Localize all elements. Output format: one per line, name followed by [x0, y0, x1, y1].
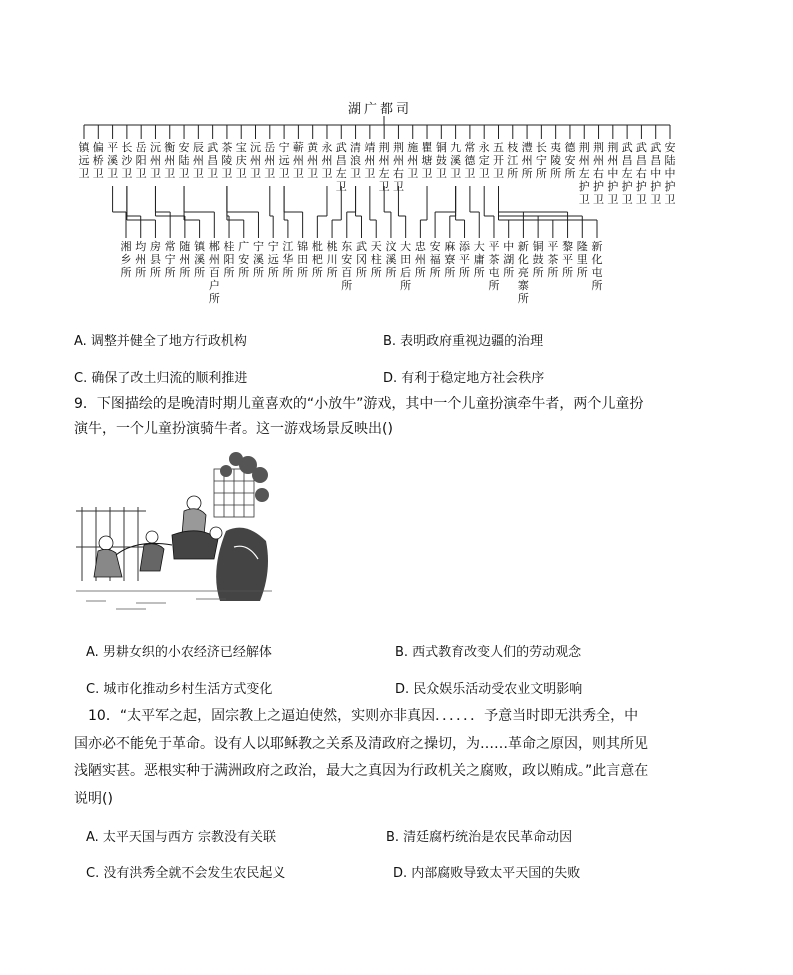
chart-sub-unit-12: 锦 田 所 [297, 240, 309, 279]
chart-top-unit-15: 蕲 州 卫 [292, 141, 304, 180]
chart-sub-unit-22: 麻 寮 所 [444, 240, 456, 279]
q10-option-b[interactable]: B. 清廷腐朽统治是农民革命动因 [386, 830, 573, 845]
q9-option-d[interactable]: D. 民众娱乐活动受农业文明影响 [395, 682, 583, 697]
chart-top-unit-38: 武 昌 左 护 卫 [621, 141, 633, 206]
chart-top-unit-30: 枝 江 所 [507, 141, 519, 180]
chart-sub-unit-24: 大 庸 所 [473, 240, 485, 279]
chart-top-unit-25: 铜 鼓 卫 [435, 141, 447, 180]
q9-stem-line1: 9．下图描绘的是晚清时期儿童喜欢的“小放牛”游戏，其中一个儿童扮演牵牛者，两个儿童扮 [74, 396, 644, 412]
q9-option-c[interactable]: C. 城市化推动乡村生活方式变化 [86, 682, 273, 697]
chart-sub-unit-21: 安 福 所 [429, 240, 441, 279]
chart-top-unit-13: 岳 州 卫 [264, 141, 276, 180]
chart-sub-unit-30: 黎 平 所 [562, 240, 574, 279]
chart-top-unit-0: 镇 远 卫 [78, 141, 90, 180]
chart-top-unit-34: 德 安 所 [564, 141, 576, 180]
chart-sub-unit-9: 宁 溪 所 [252, 240, 264, 279]
children-game-illustration [76, 451, 272, 615]
chart-top-unit-18: 武 昌 左 卫 [335, 141, 347, 193]
chart-top-unit-24: 瞿 塘 卫 [421, 141, 433, 180]
chart-top-unit-10: 茶 陵 卫 [221, 141, 233, 180]
chart-top-unit-28: 永 定 卫 [478, 141, 490, 180]
q10-option-a[interactable]: A. 太平天国与西方 宗教没有关联 [86, 830, 277, 845]
chart-sub-unit-14: 桃 川 所 [326, 240, 338, 279]
chart-sub-unit-28: 铜 鼓 所 [532, 240, 544, 279]
chart-top-unit-35: 荆 州 左 护 卫 [578, 141, 590, 206]
chart-root-label: 湖广都司 [348, 102, 413, 117]
chart-top-unit-17: 永 州 卫 [321, 141, 333, 180]
chart-top-unit-39: 武 昌 右 护 卫 [635, 141, 647, 206]
chart-top-unit-23: 施 州 卫 [407, 141, 419, 180]
chart-sub-unit-4: 随 州 所 [179, 240, 191, 279]
q8-option-a[interactable]: A. 调整并健全了地方行政机构 [74, 334, 247, 349]
chart-top-unit-27: 常 德 卫 [464, 141, 476, 180]
chart-sub-unit-26: 中 湖 所 [503, 240, 515, 279]
chart-sub-unit-16: 武 冈 所 [356, 240, 367, 279]
chart-top-unit-6: 衡 州 卫 [164, 141, 176, 180]
chart-top-unit-26: 九 溪 卫 [450, 141, 462, 180]
chart-sub-unit-18: 汶 溪 所 [385, 240, 397, 279]
q10-option-c[interactable]: C. 没有洪秀全就不会发生农民起义 [86, 866, 286, 881]
chart-sub-unit-0: 湘 乡 所 [120, 240, 132, 279]
chart-top-unit-33: 夷 陵 所 [550, 141, 562, 180]
chart-sub-unit-8: 广 安 所 [238, 240, 250, 279]
chart-sub-unit-10: 宁 远 所 [267, 240, 279, 279]
chart-sub-unit-29: 平 茶 所 [547, 240, 559, 279]
chart-sub-unit-15: 东 安 百 所 [341, 240, 353, 292]
chart-top-unit-8: 辰 州 卫 [192, 141, 204, 180]
chart-top-unit-19: 清 浪 卫 [350, 141, 362, 180]
chart-top-unit-37: 荆 州 中 护 卫 [607, 141, 619, 206]
chart-sub-unit-20: 忠 州 所 [414, 240, 426, 279]
chart-top-unit-32: 长 宁 所 [535, 141, 547, 180]
q10-stem-line2: 国亦必不能免于革命。设有人以耶稣教之关系及清政府之操切，为……革命之原因，则其所见 [74, 736, 648, 752]
q10-option-d[interactable]: D. 内部腐败导致太平天国的失败 [393, 866, 581, 881]
chart-sub-unit-25: 平 茶 屯 所 [488, 240, 500, 292]
chart-sub-unit-6: 郴 州 百 户 所 [208, 240, 220, 305]
chart-sub-unit-7: 桂 阳 所 [223, 240, 235, 279]
chart-sub-unit-5: 镇 溪 所 [194, 240, 206, 279]
chart-top-unit-40: 武 昌 中 护 卫 [650, 141, 662, 206]
chart-top-unit-36: 荆 州 右 护 卫 [593, 141, 605, 206]
chart-top-unit-31: 澧 州 所 [521, 141, 533, 180]
chart-top-unit-7: 安 陆 卫 [178, 141, 190, 180]
chart-sub-unit-13: 枇 杷 所 [311, 240, 323, 279]
chart-sub-unit-32: 新 化 屯 所 [591, 240, 603, 292]
q8-option-c[interactable]: C. 确保了改土归流的顺利推进 [74, 371, 248, 386]
chart-top-unit-11: 宝 庆 卫 [235, 141, 247, 180]
chart-top-unit-21: 荆 州 左 卫 [378, 141, 390, 193]
chart-top-unit-4: 岳 阳 卫 [135, 141, 147, 180]
chart-top-unit-16: 黄 州 卫 [307, 141, 319, 180]
chart-sub-unit-17: 天 柱 所 [370, 240, 382, 279]
chart-top-unit-3: 长 沙 卫 [121, 141, 133, 180]
q8-option-d[interactable]: D. 有利于稳定地方社会秩序 [383, 371, 545, 386]
q9-option-a[interactable]: A. 男耕女织的小农经济已经解体 [86, 645, 272, 660]
chart-top-unit-12: 沅 州 卫 [250, 141, 261, 180]
chart-sub-unit-11: 江 华 所 [282, 240, 294, 279]
chart-sub-unit-1: 均 州 所 [135, 240, 147, 279]
q10-stem-line1: 10．“太平军之起，固宗教上之逼迫使然，实则亦非真因．．．．．．予意当时即无洪秀全，中 [88, 708, 639, 724]
chart-top-unit-14: 宁 远 卫 [278, 141, 290, 180]
chart-top-unit-41: 安 陆 中 护 卫 [664, 141, 676, 206]
chart-sub-unit-23: 添 平 所 [459, 240, 471, 279]
q9-option-b[interactable]: B. 西式教育改变人们的劳动观念 [395, 645, 582, 660]
chart-sub-unit-19: 大 田 后 所 [400, 240, 412, 292]
chart-top-unit-5: 沅 州 卫 [149, 141, 161, 180]
chart-top-unit-20: 靖 州 卫 [364, 141, 376, 180]
chart-top-unit-1: 偏 桥 卫 [92, 141, 104, 180]
chart-top-unit-29: 五 开 卫 [492, 141, 504, 180]
q10-stem-line3: 浅陋实甚。恶根实种于满洲政府之政治，最大之真因为行政机关之腐败，政以贿成。”此言意在 [74, 763, 649, 779]
chart-top-unit-2: 平 溪 卫 [107, 141, 119, 180]
chart-sub-unit-27: 新 化 亮 寨 所 [517, 240, 529, 305]
q9-stem-line2: 演牛，一个儿童扮演骑牛者。这一游戏场景反映出() [74, 421, 393, 437]
chart-top-unit-9: 武 昌 卫 [207, 141, 219, 180]
q8-option-b[interactable]: B. 表明政府重视边疆的治理 [383, 334, 544, 349]
q10-stem-line4: 说明() [74, 791, 113, 807]
chart-sub-unit-2: 房 县 所 [149, 240, 161, 279]
chart-sub-unit-31: 隆 里 所 [576, 240, 588, 279]
chart-top-unit-22: 荆 州 右 卫 [392, 141, 404, 193]
chart-sub-unit-3: 常 宁 所 [164, 240, 176, 279]
